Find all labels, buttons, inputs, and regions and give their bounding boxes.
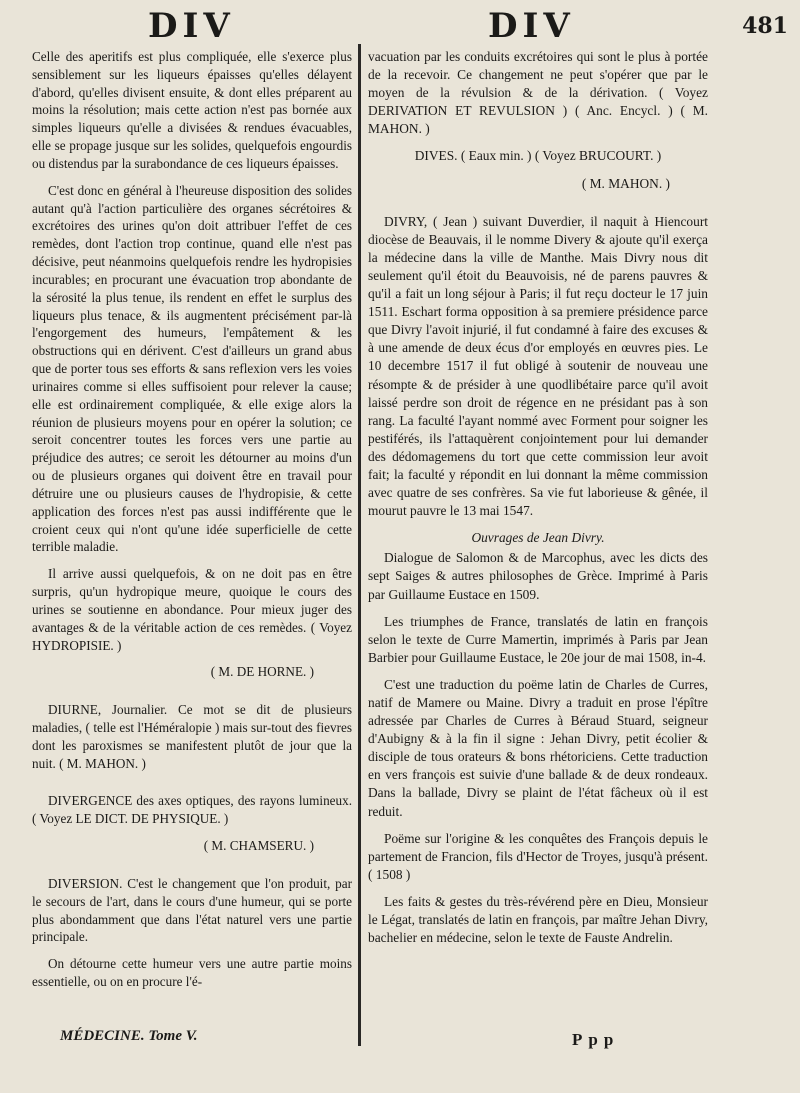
right-column bbox=[368, 48, 708, 956]
signature-mark: Ppp bbox=[572, 1030, 620, 1049]
left-column bbox=[32, 48, 352, 1000]
paragraph-hydropique: Il arrive aussi quelquefois, & on ne doit pas en être surpris, qu'un hydropique meure, quoique le cours des urines se soutienne en abondance. Pour mieux juger des avantages & de la véritable action de ces remèdes. ( Voyez HYDROPISIE. ) bbox=[32, 566, 352, 653]
paragraph-disposition: C'est donc en général à l'heureuse disposition des solides autant qu'à l'action particulière des organes sécrétoires & excrétoires des urines qu'on doit attribuer l'effet de ces remèdes, dont l'action trop continue, quand elle n'est pas décisive, peut néanmoins quelquefois rendre les hydropisies incurables; en procurant une évacuation trop abondante de la sérosité la plus tenue, ils rendent en effet le surplus des liqueurs plus tenace, & ils augmentent précisément par-là l'engorgement des humeurs, l'empâtement & les obstructions qui en dérivent. C'est d'ailleurs un grand abus que de porter tous ses efforts & sans reflexion vers les voies urinaires comme si elles suffisoient pour relever la cause; elle est ordinairement compliquée, & elle exige alors la réunion de plusieurs moyens pour en opérer la solution; ce seroit concentrer toutes les forces vers une partie au préjudice des autres; ce seroit les détourner au moins d'un ou de plusieurs organes qui doivent être en travail pour détruire une ou plusieurs causes de l'hydropisie, & cette application des forces n'est pas aussi indifférente que le croient ceux qui n'ont qu'une idée superficielle de cette terrible maladie. bbox=[32, 182, 352, 555]
paragraph-vacuation: vacuation par les conduits excrétoires qui sont le plus à portée de la recevoir. Ce changement ne peut s'opérer que par le moyen de la révulsion & de la dérivation. ( Voyez DERIVATION ET REVULSION ) ( Anc. Encycl. ) ( M. MAHON. ) bbox=[368, 49, 708, 137]
paragraph-diversion-continued: On détourne cette humeur vers une autre partie moins essentielle, ou on en procure l'é- bbox=[32, 956, 352, 990]
page-number: 481 bbox=[742, 13, 788, 39]
paragraph-aperitifs: Celle des aperitifs est plus compliquée, elle s'exerce plus sensiblement sur les liqueurs épaisses qu'elles délayent d'abord, qu'elles divisent ensuite, & dont elles préparent au moins la résolution; mais cette action n'est pas bornée aux simples liqueurs qu'elle a divisées & rendues évacuables, elle se propage jusque sur les solides, quelquefois engourdis ou distendus par la surabondance de ces liqueurs épaisses. bbox=[32, 49, 352, 171]
column-divider bbox=[358, 44, 361, 1046]
work-triumphes: Les triumphes de France, translatés de latin en françois selon le texte de Curre Mamertin, imprimés à Paris par Jean Barbier pour Guillaume Eustace, le 20e jour de mai 1508, in-4. bbox=[368, 613, 708, 665]
work-dialogue: Dialogue de Salomon & de Marcophus, avec les dicts des sept Saiges & autres philosophes de Grèce. Imprimé à Paris par Guillaume Eustace en 1509. bbox=[368, 550, 708, 602]
running-head-right: DIV bbox=[488, 6, 575, 46]
author-signature: ( M. MAHON. ) bbox=[581, 175, 670, 191]
entry-dives: DIVES. ( Eaux min. ) ( Voyez BRUCOURT. ) bbox=[414, 148, 662, 164]
running-footer: MÉDECINE. Tome V. bbox=[60, 1028, 198, 1044]
entry-diversion: DIVERSION. C'est le changement que l'on produit, par le secours de l'art, dans le cours d'une humeur, qui se porte plus abondamment que dans l'état naturel vers une partie principale. bbox=[32, 875, 352, 945]
paragraph-traduction: C'est une traduction du poëme latin de Charles de Curres, natif de Mamere ou Maine. Divry a traduit en prose l'épître adressée par Charles de Curres à Béraud Stuard, seigneur d'Aubigny & à la fin il signe : Jehan Divry, petit écolier & disciple de tous orateurs & bons rhétoriciens. Cette traduction en vers françois est suivie d'une ballade & de deux rondeaux. Dans la ballade, Divry se plaint de l'état fâcheux où il est reduit. bbox=[368, 676, 708, 819]
section-heading-ouvrages: Ouvrages de Jean Divry. bbox=[471, 530, 605, 546]
work-faits-gestes: Les faits & gestes du très-révérend père en Dieu, Monsieur le Légat, translatés de latin en françois, par maître Jehan Divry, bachelier en médecine, selon le texte de Fauste Andrelin. bbox=[368, 893, 708, 946]
entry-diurne: DIURNE, Journalier. Ce mot se dit de plusieurs maladies, ( telle est l'Héméralopie ) mais sur-tout des fievres dont les paroxismes se manifestent plutôt de jour que la nuit. ( M. MAHON. ) bbox=[32, 702, 352, 771]
work-poeme: Poëme sur l'origine & les conquêtes des François depuis le partement de Francion, fils d'Hector de Troyes, jusqu'à présent. ( 1508 ) bbox=[368, 830, 708, 882]
author-signature: ( M. DE HORNE. ) bbox=[210, 664, 314, 680]
entry-divergence: DIVERGENCE des axes optiques, des rayons lumineux. ( Voyez LE DICT. DE PHYSIQUE. ) bbox=[32, 793, 352, 827]
entry-divry: DIVRY, ( Jean ) suivant Duverdier, il naquit à Hiencourt diocèse de Beauvais, il le nomme Divery & ajoute qu'il exerça la médecine dans la ville de Manthe. Mais Divry nous dit seulement qu'il étoit du Beauvoisis, né de parens pauvres & qu'il a fait un long séjour à Paris; il fut reçu docteur le 17 juin 1511. Eschart forma opposition à sa premiere présidence parce que Divry l'avoit injurié, il fut condamné à faire des excuses & à une amende de deux écus d'or employés en œuvres pies. Le 10 decembre 1517 il fut obligé à soutenir de nouveau une résompte & de présider à une quodlibétaire parce qu'il avoit laissé perdre son droit de régence en ne présidant pas à son rang. La faculté l'ayant nommé avec Forment pour soigner les pestiférés, ils l'attaquèrent conjointement pour lui demander des dédomagemens du tort que cette commission leur avoit fait; la faculté y répondit en lui donnant la même commission avec quatre de ses confrères. Sa vie fut laborieuse & gênée, il mourut pauvre le 13 mai 1547. bbox=[368, 213, 708, 519]
running-head-left: DIV bbox=[148, 6, 235, 46]
author-signature: ( M. CHAMSERU. ) bbox=[203, 838, 314, 854]
